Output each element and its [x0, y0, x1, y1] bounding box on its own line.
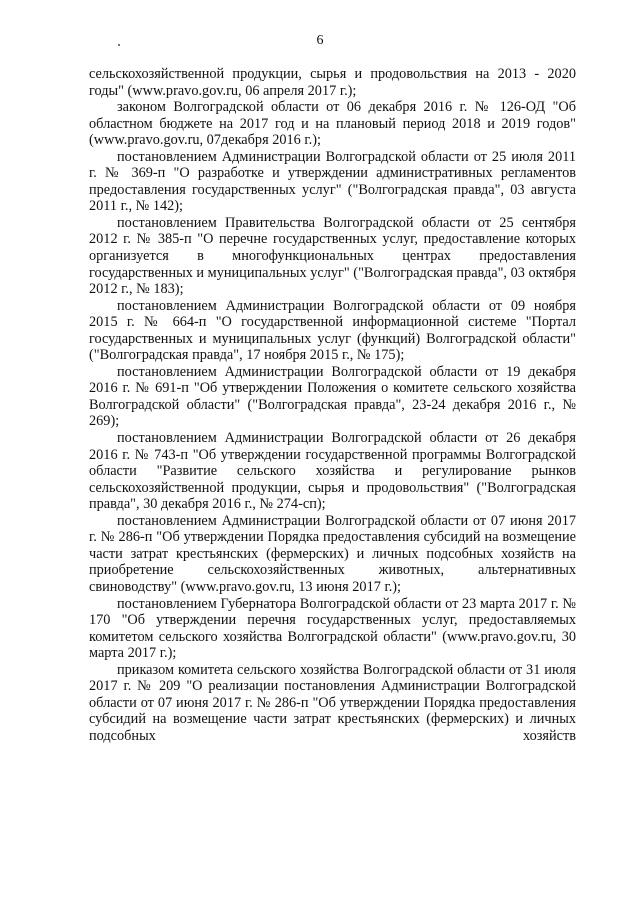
paragraph-3: постановлением Администрации Волгоградской области от 25 июля 2011 г. № 369-п "О разработке и утверждении административных регламентов предоставления государственных услуг" ("Волгоградская правда", 03 августа 2011 г., № 142); [89, 148, 576, 215]
paragraph-5: постановлением Администрации Волгоградской области от 09 ноября 2015 г. № 664-п "О государственной информационной системе "Портал государственных и муниципальных услуг (функций) Волгоградской области" ("Волгоградская правда", 17 ноября 2015 г., № 175); [89, 297, 576, 364]
paragraph-6: постановлением Администрации Волгоградской области от 19 декабря 2016 г. № 691-п "Об утверждении Положения о комитете сельского хозяйства Волгоградской области" ("Волгоградская правда", 23-24 декабря 2016 г., № 269); [89, 363, 576, 430]
paragraph-4: постановлением Правительства Волгоградской области от 25 сентября 2012 г. № 385-п "О перечне государственных услуг, предоставление которых организуется в многофункциональных центрах предоставления государственных и муниципальных услуг" ("Волгоградская правда", 03 октября 2012 г., № 183); [89, 214, 576, 298]
paragraph-1-continued: сельскохозяйственной продукции, сырья и продовольствия на 2013 - 2020 годы" (www.pravo.gov.ru, 06 апреля 2017 г.); [89, 66, 576, 99]
paragraph-8: постановлением Администрации Волгоградской области от 07 июня 2017 г. № 286-п "Об утверждении Порядка предоставления субсидий на возмещение части затрат крестьянских (фермерских) и личных подсобных хозяйств на приобретение сельскохозяйственных животных, альтернативных свиноводству" (www.pravo.gov.ru, 13 июня 2017 г.); [89, 512, 576, 595]
paragraph-2: законом Волгоградской области от 06 декабря 2016 г. № 126-ОД "Об областном бюджете на 2017 год и на плановый период 2018 и 2019 годов" (www.pravo.gov.ru, 07декабря 2016 г.); [89, 99, 576, 149]
document-body [89, 66, 576, 744]
paragraph-9: постановлением Губернатора Волгоградской области от 23 марта 2017 г. № 170 "Об утверждении перечня государственных услуг, предоставляемых комитетом сельского хозяйства Волгоградской области" (www.pravo.gov.ru, 30 марта 2017 г.); [89, 595, 576, 662]
paragraph-10-partial: приказом комитета сельского хозяйства Волгоградской области от 31 июля 2017 г. № 209 "О реализации постановления Администрации Волгоградской области от 07 июня 2017 г. № 286-п "Об утверждении Порядка предоставления субсидий на возмещение части затрат крестьянских (фермерских) и личных подсобных хозяйств [89, 661, 576, 744]
scan-dot-mark [118, 44, 120, 46]
paragraph-7: постановлением Администрации Волгоградской области от 26 декабря 2016 г. № 743-п "Об утверждении государственной программы Волгоградской области "Развитие сельского хозяйства и регулирование рынков сельскохозяйственной продукции, сырья и продовольствия" ("Волгоградская правда", 30 декабря 2016 г., № 274-сп); [89, 430, 576, 513]
page-number: 6 [316, 33, 324, 48]
